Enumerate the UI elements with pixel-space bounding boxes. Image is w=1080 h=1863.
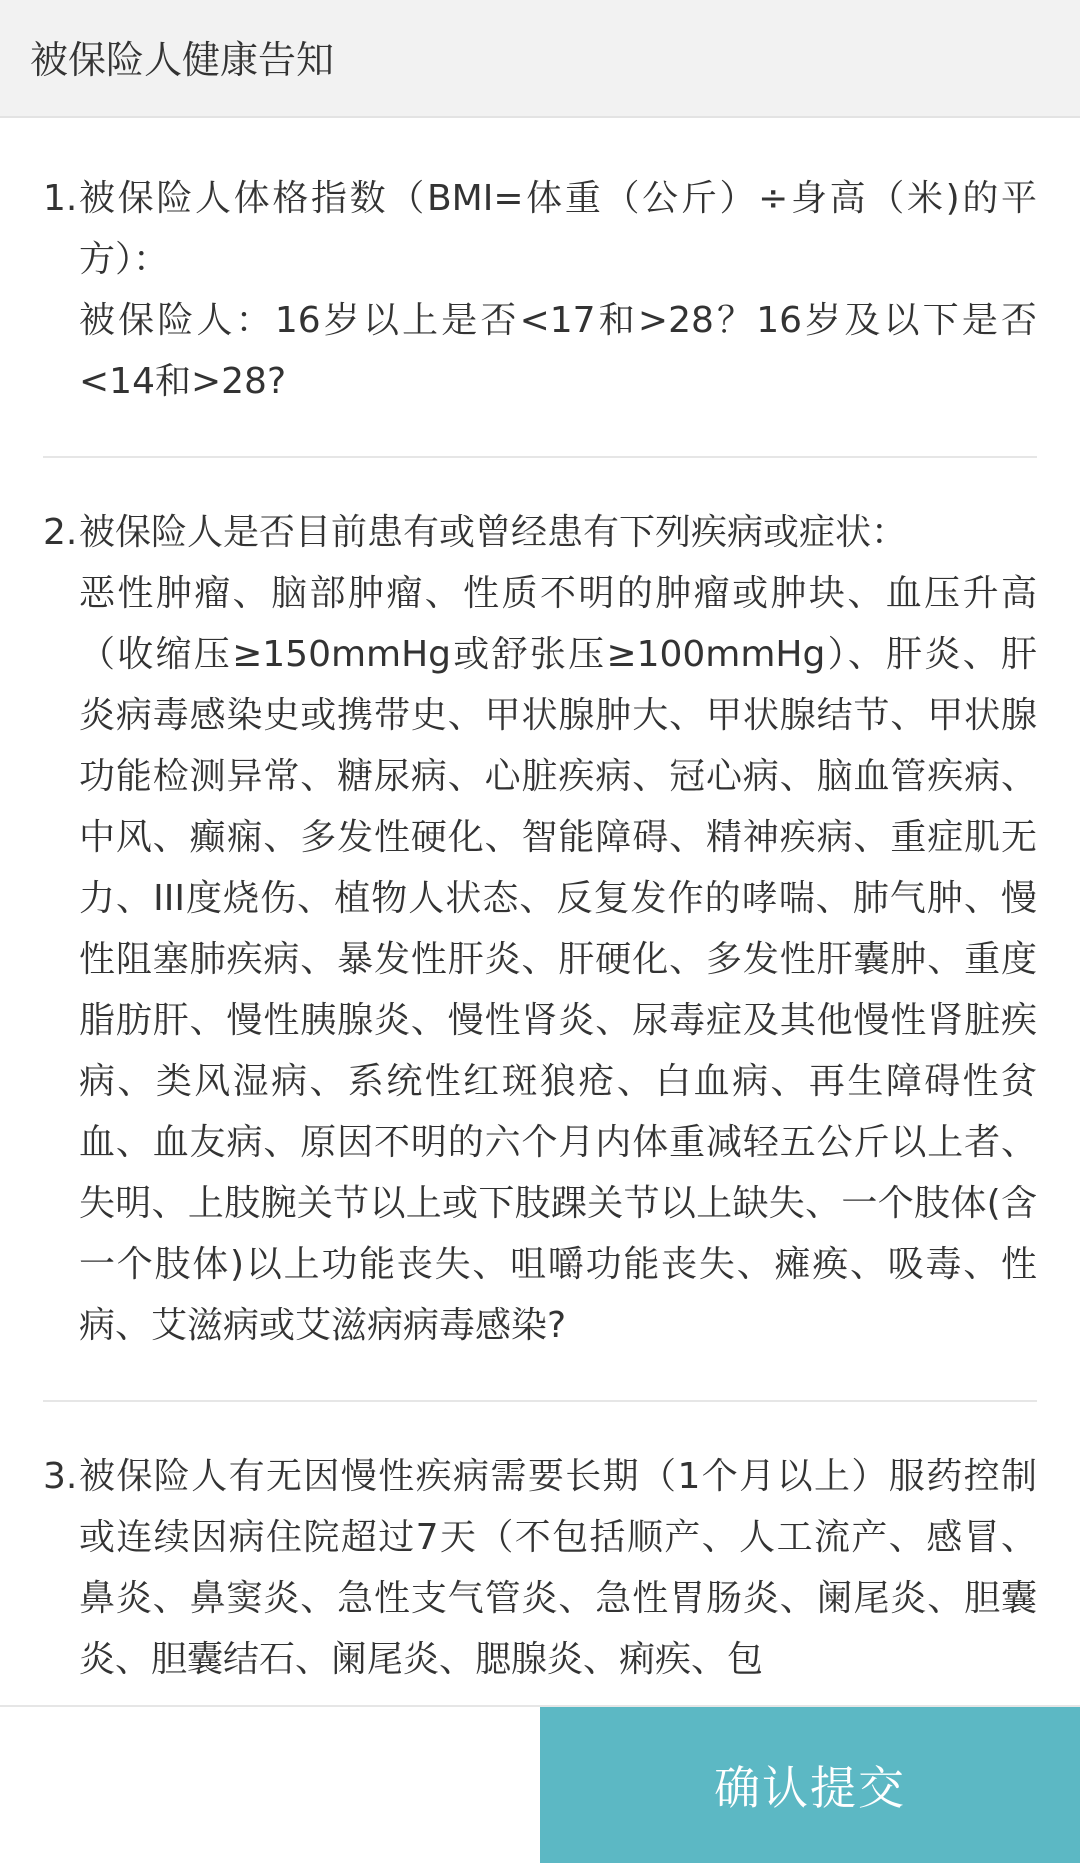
question-text: 被保险人是否目前患有或曾经患有下列疾病或症状： (79, 512, 908, 553)
question-text: 被保险人有无因慢性疾病需要长期（1个月以上）服药控制或连续因病住院超过7天（不包括顺产、人工流产、感冒、鼻炎、鼻窦炎、急性支气管炎、急性胃肠炎、阑尾炎、胆囊炎、胆囊结石、阑尾炎、腮腺炎、痢疾、包 (79, 1456, 1037, 1680)
question-detail: 被保险人：16岁以上是否<17和>28？16岁及以下是否<14和>28? (79, 300, 1037, 402)
question-number: 2. (43, 512, 78, 553)
question-2 (43, 458, 1037, 1400)
bottom-action-bar (0, 1705, 1080, 1863)
question-1 (43, 120, 1037, 456)
question-detail: 恶性肿瘤、脑部肿瘤、性质不明的肿瘤或肿块、血压升高（收缩压≥150mmHg或舒张压≥100mmHg）、肝炎、肝炎病毒感染史或携带史、甲状腺肿大、甲状腺结节、甲状腺功能检测异常、糖尿病、心脏疾病、冠心病、脑血管疾病、中风、癫痫、多发性硬化、智能障碍、精神疾病、重症肌无力、III度烧伤、植物人状态、反复发作的哮喘、肺气肿、慢性阻塞肺疾病、暴发性肝炎、肝硬化、多发性肝囊肿、重度脂肪肝、慢性胰腺炎、慢性肾炎、尿毒症及其他慢性肾脏疾病、类风湿病、系统性红斑狼疮、白血病、再生障碍性贫血、血友病、原因不明的六个月内体重减轻五公斤以上者、失明、上肢腕关节以上或下肢踝关节以上缺失、一个肢体(含一个肢体)以上功能丧失、咀嚼功能丧失、瘫痪、吸毒、性病、艾滋病或艾滋病病毒感染? (79, 573, 1037, 1346)
page-title: 被保险人健康告知 (30, 38, 335, 82)
question-number: 1. (43, 178, 78, 219)
question-3 (43, 1402, 1037, 1690)
question-text: 被保险人体格指数（BMI=体重（公斤）÷身高（米)的平方）： (79, 178, 1037, 280)
page-header (0, 0, 1080, 118)
confirm-submit-button[interactable]: 确认提交 (540, 1707, 1080, 1863)
questions-scroll-area[interactable] (0, 120, 1080, 1705)
question-number: 3. (43, 1456, 78, 1497)
